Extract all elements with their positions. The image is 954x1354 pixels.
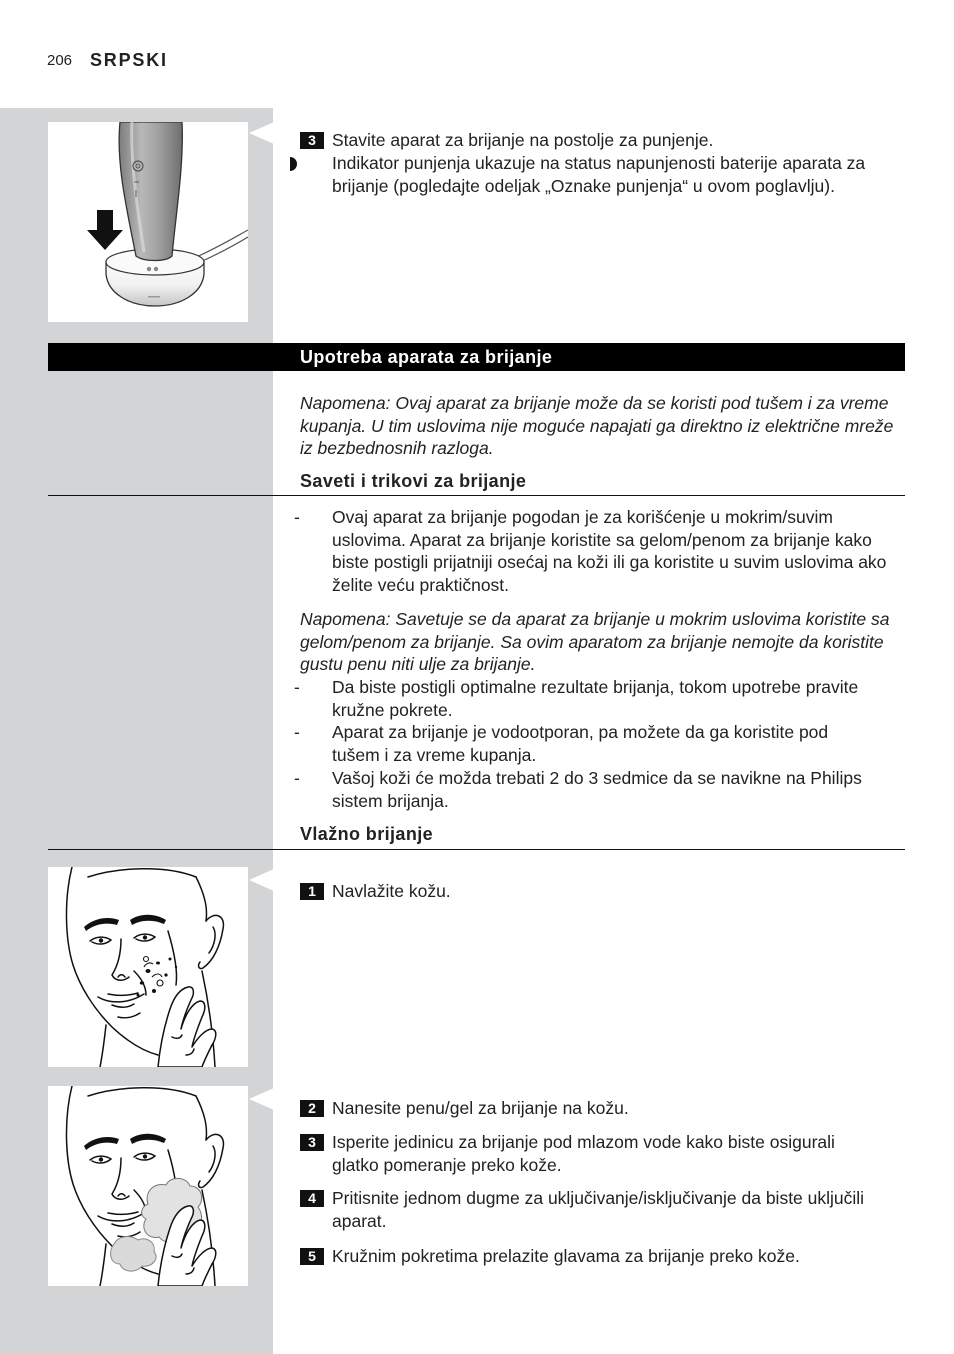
text-line: Navlažite kožu. xyxy=(332,881,451,901)
text-line: Aparat za brijanje je vodootporan, pa možete da ga koristite pod xyxy=(332,722,829,742)
list-item xyxy=(332,767,862,812)
text-line: želite veću praktičnost. xyxy=(332,574,510,595)
step-number-badge: 3 xyxy=(300,132,324,149)
step-number-badge: 2 xyxy=(300,1100,324,1117)
list-marker: - xyxy=(294,722,300,742)
charging-light-icon xyxy=(147,267,151,271)
wet-face-illustration xyxy=(48,867,248,1067)
list-item xyxy=(332,676,858,721)
text-line: Indikator punjenja ukazuje na status napunjenosti baterije aparata za xyxy=(332,153,866,173)
pointer-notch xyxy=(248,868,274,892)
charging-result-text xyxy=(332,152,865,197)
heading-rule xyxy=(48,495,905,496)
text-line: Napomena: Ovaj aparat za brijanje može da se koristi pod tušem i za vreme xyxy=(300,393,889,413)
foam-blob xyxy=(111,1237,156,1272)
text-line: sistem brijanja. xyxy=(332,790,449,811)
text-line: Stavite aparat za brijanje na postolje za punjenje. xyxy=(332,130,714,150)
step-number-badge: 5 xyxy=(300,1248,324,1265)
text-line: tušem i za vreme kupanja. xyxy=(332,744,537,765)
text-line: Ovaj aparat za brijanje pogodan je za korišćenje u mokrim/suvim xyxy=(332,507,833,527)
note-paragraph xyxy=(300,608,889,676)
text-line: brijanje (pogledajte odeljak „Oznake punjenja“ u ovom poglavlju). xyxy=(332,175,835,196)
language-title: SRPSKI xyxy=(90,50,168,70)
text-line: aparat. xyxy=(332,1210,387,1231)
section-title: Upotreba aparata za brijanje xyxy=(300,347,553,367)
wet-shaving-heading: Vlažno brijanje xyxy=(300,824,434,844)
page-number: 206 xyxy=(47,52,73,69)
half-circle-bullet-icon xyxy=(289,156,299,172)
text-line: kupanja. U tim uslovima nije moguće napajati ga direktno iz električne mreže xyxy=(300,415,894,436)
text-line: Pritisnite jednom dugme za uključivanje/isključivanje da biste uključili xyxy=(332,1188,865,1208)
note-paragraph xyxy=(300,392,893,460)
list-item xyxy=(332,721,828,766)
step-text xyxy=(332,1187,864,1232)
heading-rule xyxy=(48,849,905,850)
text-line: gustu penu niti ulje za brijanje. xyxy=(300,654,536,675)
text-line: iz bezbednosnih razloga. xyxy=(300,438,494,459)
text-line: Isperite jedinicu za brijanje pod mlazom vode kako biste osigurali xyxy=(332,1132,835,1152)
list-marker: - xyxy=(294,768,300,788)
water-splash-icon xyxy=(137,958,178,997)
shaver-body xyxy=(119,122,182,261)
step-text xyxy=(332,880,451,903)
list-marker: - xyxy=(294,507,300,527)
stand-logo xyxy=(148,296,160,298)
text-line: gelom/penom za brijanje. Sa ovim aparatom za brijanje nemojte da koristite xyxy=(300,631,884,652)
step-text xyxy=(332,1245,800,1268)
text-line: glatko pomeranje preko kože. xyxy=(332,1154,562,1175)
charging-step-text xyxy=(332,129,713,152)
section-header-bar xyxy=(48,343,905,371)
pointer-notch xyxy=(248,121,274,145)
pointer-notch xyxy=(248,1087,274,1111)
text-line: Da biste postigli optimalne rezultate brijanja, tokom upotrebe pravite xyxy=(332,677,859,697)
list-marker: - xyxy=(294,677,300,697)
text-line: Nanesite penu/gel za brijanje na kožu. xyxy=(332,1098,629,1118)
text-line: kružne pokrete. xyxy=(332,699,453,720)
text-line: Napomena: Savetuje se da aparat za brijanje u mokrim uslovima koristite sa xyxy=(300,609,890,629)
list-item xyxy=(332,506,886,596)
foam-on-face-illustration xyxy=(48,1086,248,1286)
step-number-badge: 1 xyxy=(300,883,324,900)
arrow-down-icon xyxy=(87,210,123,250)
text-line: Kružnim pokretima prelazite glavama za brijanje preko kože. xyxy=(332,1246,800,1266)
text-line: biste postigli prijatniji osećaj na koži ili ga koristite u suvim uslovima ako xyxy=(332,552,887,573)
step-text xyxy=(332,1131,835,1176)
shaver-on-charging-stand-illustration xyxy=(48,122,248,322)
step-number-badge: 4 xyxy=(300,1190,324,1207)
text-line: Vašoj koži će možda trebati 2 do 3 sedmice da se navikne na Philips xyxy=(332,768,862,788)
text-line: uslovima. Aparat za brijanje koristite sa gelom/penom za brijanje kako xyxy=(332,529,872,550)
step-text xyxy=(332,1097,629,1120)
tips-heading: Saveti i trikovi za brijanje xyxy=(300,471,527,491)
step-number-badge: 3 xyxy=(300,1134,324,1151)
